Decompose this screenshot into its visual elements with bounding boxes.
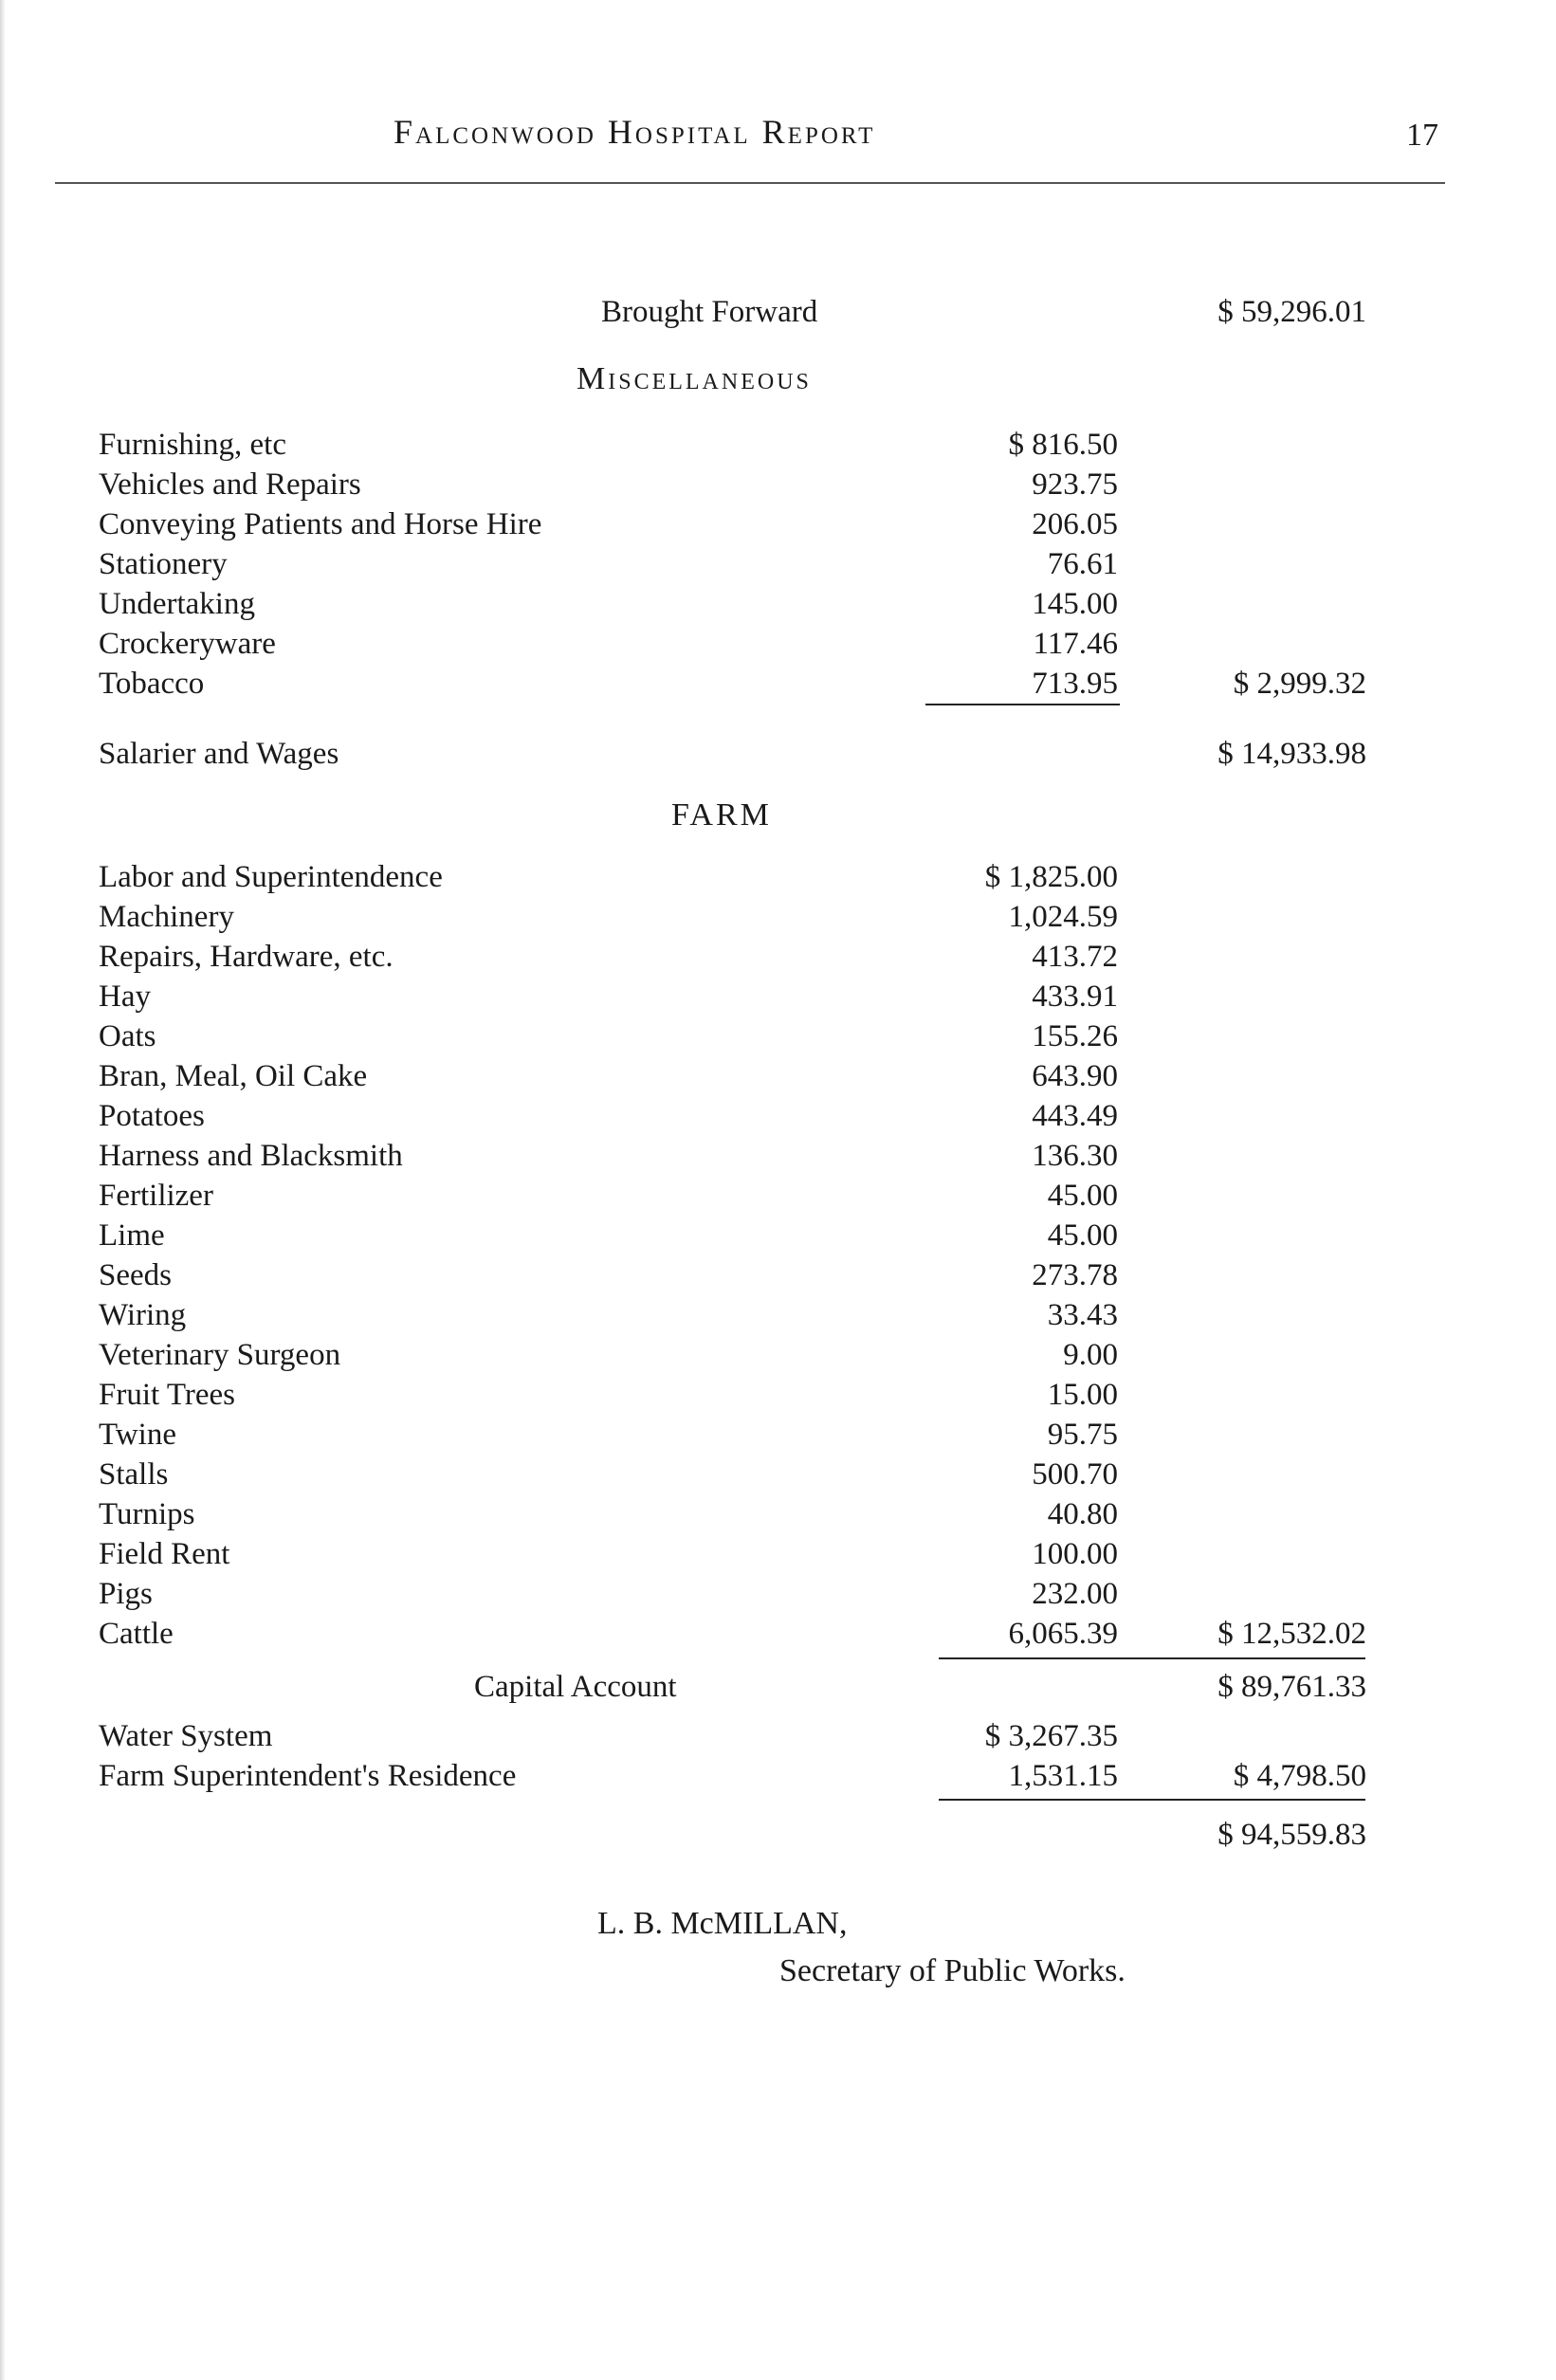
header-rule — [55, 182, 1445, 184]
list-item-label: Veterinary Surgeon — [99, 1338, 341, 1372]
list-item-amount: 1,531.15 — [1008, 1759, 1118, 1793]
list-item-amount: 6,065.39 — [1008, 1617, 1118, 1651]
list-item-label: Conveying Patients and Horse Hire — [99, 507, 542, 541]
list-item-amount: 433.91 — [1032, 979, 1118, 1014]
list-item-amount: 15.00 — [1047, 1378, 1118, 1412]
page-number: 17 — [1406, 118, 1438, 153]
list-item-label: Stationery — [99, 547, 228, 581]
list-item-amount: 100.00 — [1032, 1537, 1118, 1571]
list-item-amount: 923.75 — [1032, 467, 1118, 502]
signatory-name: L. B. McMILLAN, — [597, 1906, 848, 1941]
list-item-label: Bran, Meal, Oil Cake — [99, 1059, 368, 1093]
list-item-label: Turnips — [99, 1497, 195, 1531]
list-item-label: Fertilizer — [99, 1179, 213, 1213]
list-item-amount: 136.30 — [1032, 1139, 1118, 1173]
list-item-amount: 45.00 — [1047, 1179, 1118, 1213]
list-item-label: Fruit Trees — [99, 1378, 235, 1412]
sum-rule — [939, 1799, 1365, 1801]
capital-account-total: $ 4,798.50 — [1233, 1759, 1366, 1793]
grand-total: $ 94,559.83 — [1217, 1818, 1366, 1852]
farm-heading: FARM — [671, 797, 772, 833]
list-item-amount: $ 3,267.35 — [984, 1719, 1118, 1753]
farm-total: $ 12,532.02 — [1217, 1617, 1366, 1651]
list-item-label: Harness and Blacksmith — [99, 1139, 403, 1173]
list-item-amount: 273.78 — [1032, 1258, 1118, 1292]
list-item-amount: 206.05 — [1032, 507, 1118, 541]
list-item-amount: 9.00 — [1063, 1338, 1118, 1372]
miscellaneous-total: $ 2,999.32 — [1233, 667, 1366, 701]
salaries-total: $ 14,933.98 — [1217, 737, 1366, 771]
list-item-label: Farm Superintendent's Residence — [99, 1759, 517, 1793]
list-item-label: Water System — [99, 1719, 273, 1753]
list-item-amount: 95.75 — [1047, 1418, 1118, 1452]
list-item-amount: 443.49 — [1032, 1099, 1118, 1133]
list-item-amount: 500.70 — [1032, 1457, 1118, 1492]
list-item-label: Seeds — [99, 1258, 172, 1292]
list-item-label: Vehicles and Repairs — [99, 467, 361, 502]
list-item-label: Undertaking — [99, 587, 255, 621]
list-item-label: Wiring — [99, 1298, 187, 1332]
sum-rule — [939, 1657, 1365, 1659]
list-item-amount: 76.61 — [1047, 547, 1118, 581]
list-item-label: Tobacco — [99, 667, 205, 701]
list-item-amount: $ 1,825.00 — [984, 860, 1118, 894]
list-item-label: Oats — [99, 1019, 156, 1053]
list-item-label: Field Rent — [99, 1537, 230, 1571]
list-item-label: Hay — [99, 979, 151, 1014]
running-title: Falconwood Hospital Report — [394, 113, 876, 151]
list-item-amount: 643.90 — [1032, 1059, 1118, 1093]
list-item-amount: 413.72 — [1032, 940, 1118, 974]
capital-account-heading: Capital Account — [474, 1670, 677, 1704]
list-item-label: Repairs, Hardware, etc. — [99, 940, 394, 974]
list-item-label: Machinery — [99, 900, 234, 934]
list-item-label: Potatoes — [99, 1099, 205, 1133]
list-item-label: Twine — [99, 1418, 177, 1452]
list-item-amount: 713.95 — [1032, 667, 1118, 701]
list-item-label: Lime — [99, 1218, 165, 1253]
salaries-label: Salarier and Wages — [99, 737, 339, 771]
list-item-amount: 33.43 — [1047, 1298, 1118, 1332]
list-item-label: Crockeryware — [99, 627, 276, 661]
list-item-label: Labor and Superintendence — [99, 860, 443, 894]
list-item-amount: 40.80 — [1047, 1497, 1118, 1531]
running-subtotal: $ 89,761.33 — [1217, 1670, 1366, 1704]
signatory-title: Secretary of Public Works. — [779, 1953, 1126, 1988]
brought-forward-label: Brought Forward — [601, 295, 818, 329]
list-item-amount: 232.00 — [1032, 1577, 1118, 1611]
list-item-amount: 45.00 — [1047, 1218, 1118, 1253]
brought-forward-total: $ 59,296.01 — [1217, 295, 1366, 329]
list-item-label: Stalls — [99, 1457, 169, 1492]
list-item-label: Cattle — [99, 1617, 174, 1651]
list-item-amount: 155.26 — [1032, 1019, 1118, 1053]
list-item-label: Pigs — [99, 1577, 153, 1611]
list-item-label: Furnishing, etc — [99, 428, 286, 462]
page-spine-shadow — [0, 0, 6, 2380]
sum-rule — [925, 704, 1120, 705]
miscellaneous-heading: Miscellaneous — [577, 361, 812, 396]
list-item-amount: 1,024.59 — [1008, 900, 1118, 934]
list-item-amount: 145.00 — [1032, 587, 1118, 621]
list-item-amount: $ 816.50 — [1008, 428, 1118, 462]
list-item-amount: 117.46 — [1033, 627, 1118, 661]
